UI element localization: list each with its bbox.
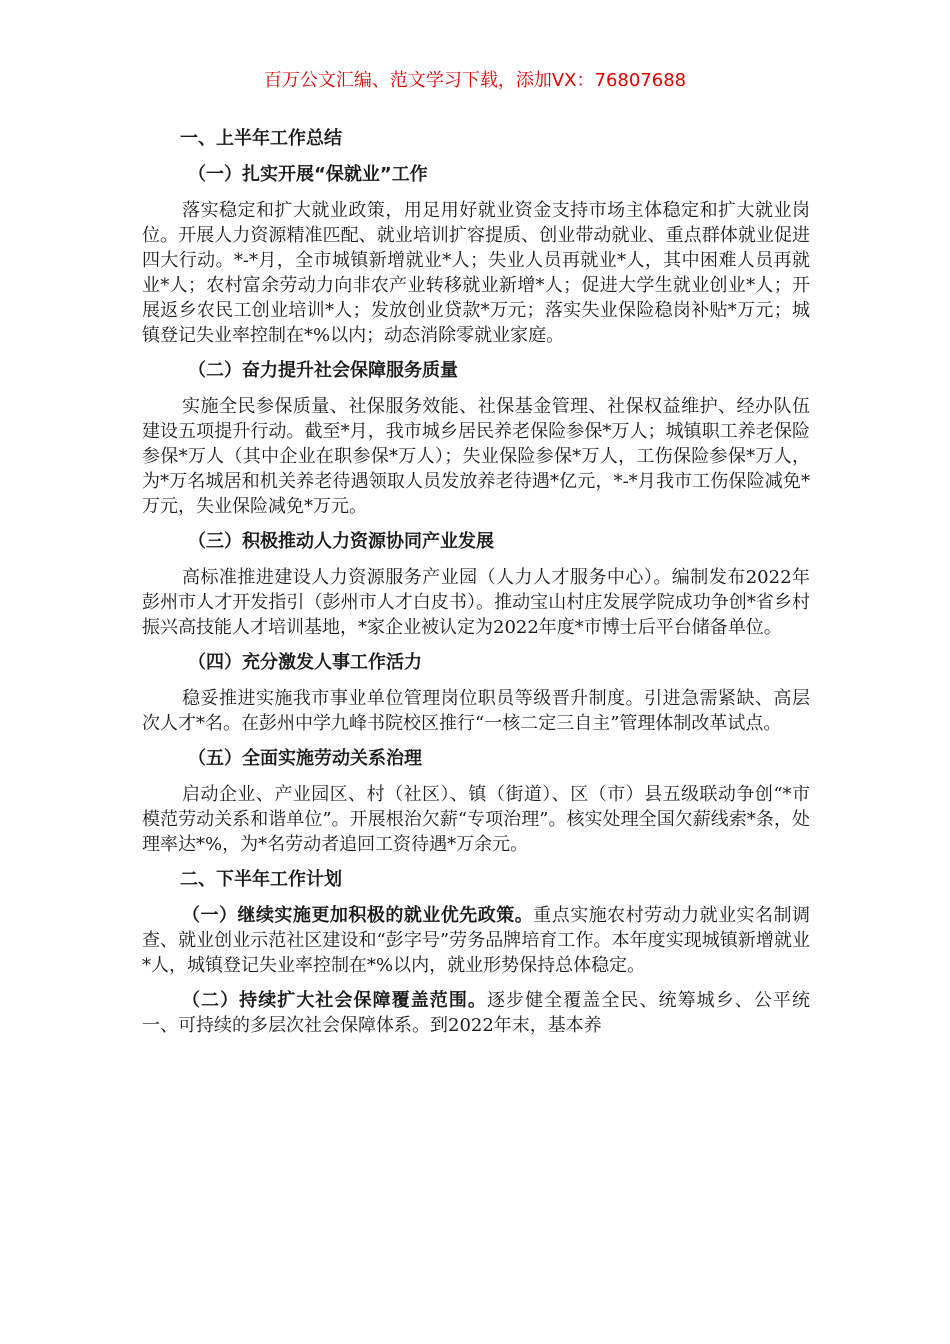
paragraph-plan-employment: [142, 903, 810, 978]
document-body: [142, 126, 810, 1048]
section-heading-second-half-plan: 二、下半年工作计划: [180, 869, 342, 890]
plan-employment-text: 重点实施农村劳动力就业实名制调查、就业创业示范社区建设和“彭字号”劳务品牌培育工作。本年度实现城镇新增就业*人，城镇登记失业率控制在*%以内，就业形势保持总体稳定。: [142, 905, 811, 976]
paragraph-employment: 落实稳定和扩大就业政策，用足用好就业资金支持市场主体稳定和扩大就业岗位。开展人力资源精准匹配、就业培训扩容提质、创业带动就业、重点群体就业促进四大行动。*-*月，全市城镇新增就业*人；失业人员再就业*人，其中困难人员再就业*人；农村富余劳动力向非农产业转移就业新增*人；促进大学生就业创业*人；开展返乡农民工创业培训*人；发放创业贷款*万元；落实失业保险稳岗补贴*万元；城镇登记失业率控制在*%以内；动态消除零就业家庭。: [142, 200, 810, 346]
subheading-labor-relations: （五）全面实施劳动关系治理: [188, 748, 422, 769]
subheading-employment: （一）扎实开展“保就业”工作: [188, 164, 428, 185]
subheading-social-security: （二）奋力提升社会保障服务质量: [188, 360, 458, 381]
watermark-banner: 百万公文汇编、范文学习下载，添加VX：76807688: [263, 70, 687, 91]
plan-employment-lead: （一）继续实施更加积极的就业优先政策。: [182, 905, 534, 926]
plan-social-security-lead: （二）持续扩大社会保障覆盖范围。: [182, 990, 487, 1011]
subheading-personnel: （四）充分激发人事工作活力: [188, 652, 422, 673]
paragraph-labor-relations: 启动企业、产业园区、村（社区）、镇（街道）、区（市）县五级联动争创“*市模范劳动关系和谐单位”。开展根治欠薪“专项治理”。核实处理全国欠薪线索*条，处理率达*%，为*名劳动者追回工资待遇*万余元。: [142, 784, 810, 855]
section-heading-first-half-summary: 一、上半年工作总结: [180, 128, 342, 149]
paragraph-human-resources: 高标准推进建设人力资源服务产业园（人力人才服务中心）。编制发布2022年彭州市人才开发指引（彭州市人才白皮书）。推动宝山村庄发展学院成功争创*省乡村振兴高技能人才培训基地，*家企业被认定为2022年度*市博士后平台储备单位。: [142, 567, 810, 638]
paragraph-social-security: 实施全民参保质量、社保服务效能、社保基金管理、社保权益维护、经办队伍建设五项提升行动。截至*月，我市城乡居民养老保险参保*万人；城镇职工养老保险参保*万人（其中企业在职参保*万人）；失业保险参保*万人，工伤保险参保*万人，为*万名城居和机关养老待遇领取人员发放养老待遇*亿元，*-*月我市工伤保险减免*万元，失业保险减免*万元。: [142, 396, 810, 517]
paragraph-plan-social-security: [142, 988, 810, 1038]
plan-social-security-text: 逐步健全覆盖全民、统筹城乡、公平统一、可持续的多层次社会保障体系。到2022年末，基本养: [142, 990, 810, 1036]
paragraph-personnel: 稳妥推进实施我市事业单位管理岗位职员等级晋升制度。引进急需紧缺、高层次人才*名。在彭州中学九峰书院校区推行“一核二定三自主”管理体制改革试点。: [142, 688, 810, 734]
subheading-human-resources: （三）积极推动人力资源协同产业发展: [188, 531, 494, 552]
